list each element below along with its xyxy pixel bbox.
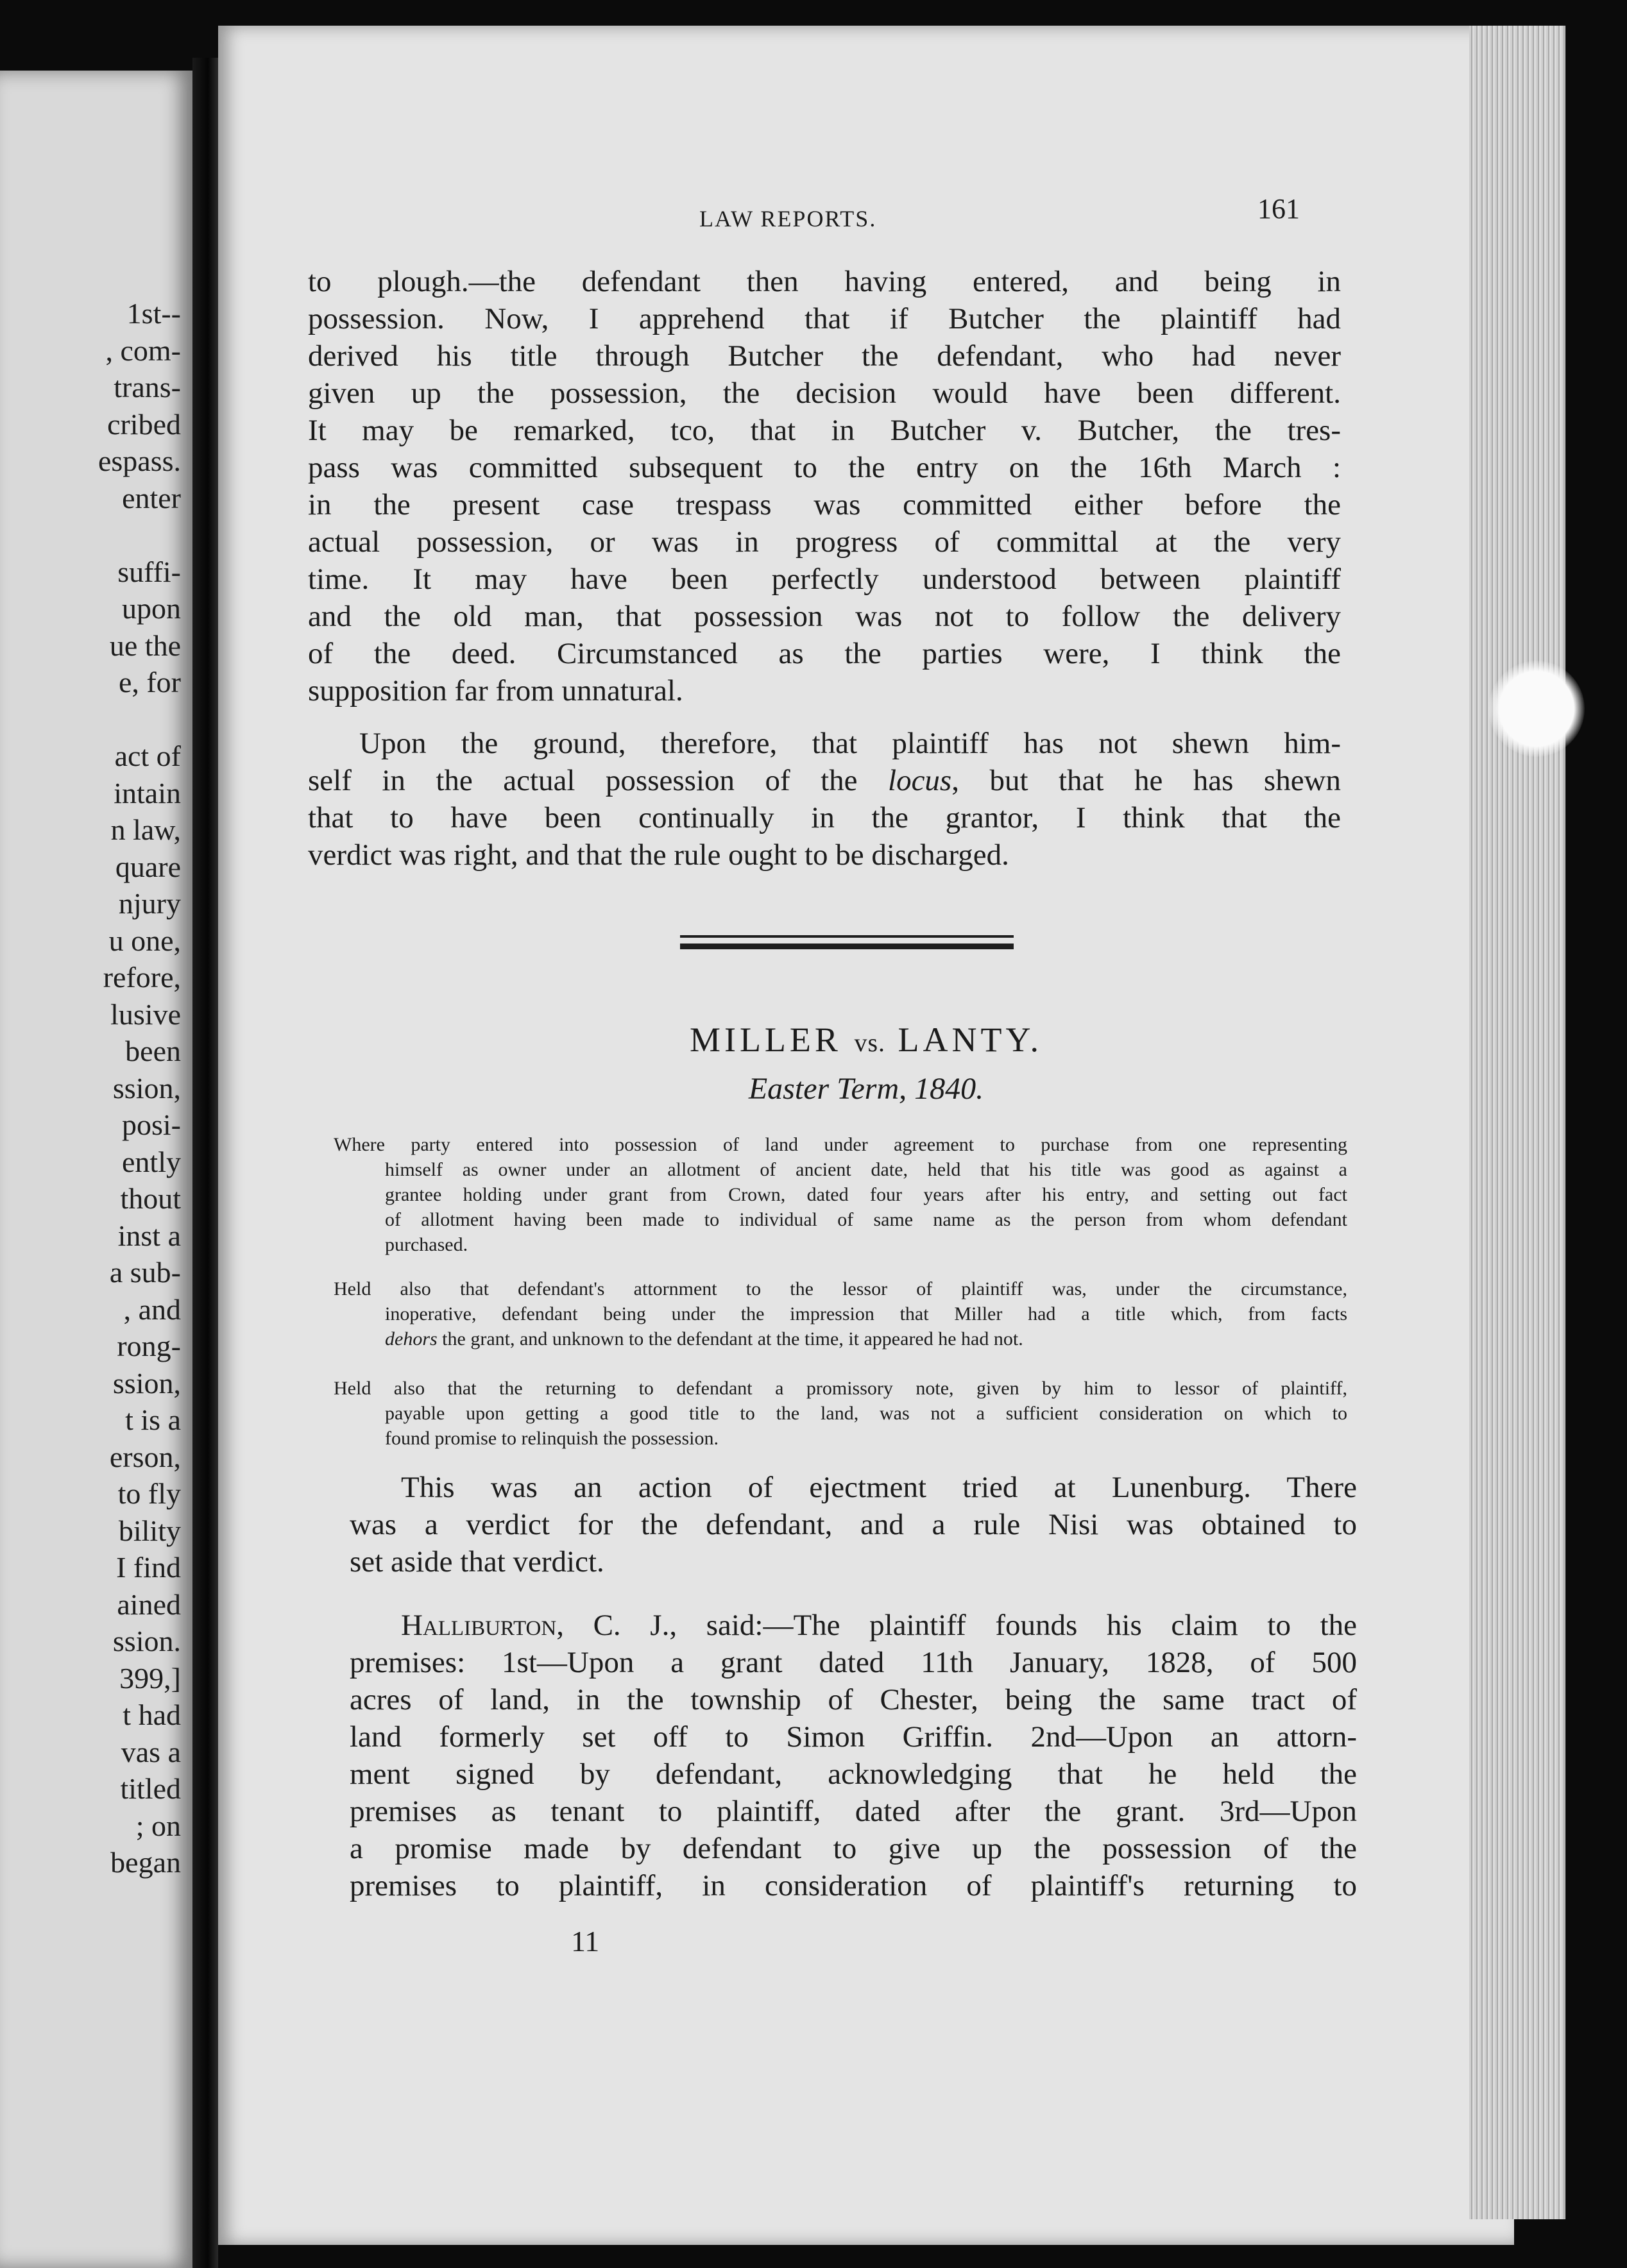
left-page-fragment: cribed [107, 407, 181, 441]
left-page-fragment: been [125, 1035, 181, 1067]
left-page-fragment: a sub- [109, 1256, 181, 1289]
headnote-1 [334, 1132, 1347, 1257]
body-paragraph-2 [350, 1607, 1357, 1904]
headnote-line: himself as owner under an allotment of ancient date, held that his title was good as against a [385, 1159, 1347, 1180]
page-number: 161 [1257, 193, 1300, 224]
left-page-fragment: ssion, [112, 1071, 181, 1104]
left-page-fragment: to fly [117, 1477, 181, 1510]
left-page-fragment: u one, [108, 924, 181, 957]
text-line: verdict was right, and that the rule ought to be discharged. [308, 838, 1009, 872]
left-page-fragment: ue the [109, 629, 181, 662]
text-line: premises to plaintiff, in consideration of plaintiff's returning to [350, 1869, 1357, 1902]
italic-term: locus [888, 764, 952, 797]
conclusion-paragraph [308, 725, 1341, 874]
left-page-fragment: trans- [114, 371, 181, 403]
text-span: , but that he has shewn [951, 764, 1341, 797]
headnote-line: inoperative, defendant being under the impression that Miller had a title which, from facts [385, 1303, 1347, 1324]
text-span: self in the actual possession of the [308, 764, 889, 797]
left-page-fragment: intain [114, 776, 181, 809]
headnote-line: found promise to relinquish the possession. [385, 1428, 719, 1449]
left-page-fragment: erson, [109, 1440, 181, 1473]
headnote-line: grantee holding under grant from Crown, dated four years after his entry, and setting out fact [385, 1184, 1347, 1205]
left-page-fragment: posi- [122, 1108, 181, 1141]
left-page-fragment: ssion. [112, 1625, 181, 1657]
left-page-fragment: suffi- [117, 555, 181, 588]
text-line: possession. Now, I apprehend that if Butcher the plaintiff had [308, 302, 1341, 335]
text-line: acres of land, in the township of Chester, being the same tract of [350, 1683, 1357, 1716]
left-page-fragment: espass. [98, 444, 181, 477]
text-line: that to have been continually in the grantor, I think that the [308, 801, 1341, 834]
headnote-line: purchased. [385, 1234, 468, 1255]
left-page-fragment: act of [114, 740, 181, 772]
text-line: actual possession, or was in progress of committal at the very [308, 525, 1341, 559]
text-line: given up the possession, the decision would have been different. [308, 377, 1341, 410]
signature-mark: 11 [571, 1925, 600, 1958]
left-page-fragment: ssion, [112, 1366, 181, 1400]
left-page-fragment: , com- [105, 334, 181, 367]
left-page-fragment: njury [118, 887, 181, 920]
running-head: LAW REPORTS. [699, 206, 877, 232]
text-line: time. It may have been perfectly understood between plaintiff [308, 563, 1341, 596]
text-line: premises as tenant to plaintiff, dated after the grant. 3rd—Upon [350, 1795, 1357, 1828]
text-line: of the deed. Circumstanced as the parties were, I think the [308, 637, 1341, 670]
text-line: a promise made by defendant to give up the possession of the [350, 1832, 1357, 1865]
left-page-fragment: 399,] [119, 1661, 181, 1695]
left-page-fragment: vas a [121, 1735, 181, 1768]
text-line: It may be remarked, tco, that in Butcher v. Butcher, the tres- [308, 414, 1341, 447]
text-line: This was an action of ejectment tried at Lunenburg. There [401, 1471, 1357, 1504]
headnote-line [334, 1326, 1347, 1351]
left-page-fragment: e, for [118, 666, 181, 698]
speaker-name: Halliburton [401, 1609, 557, 1642]
headnote-line: Held also that defendant's attornment to the lessor of plaintiff was, under the circumstance, [334, 1278, 1347, 1299]
left-page-fragment: lusive [110, 997, 181, 1031]
text-line: ment signed by defendant, acknowledging that he held the [350, 1757, 1357, 1791]
paper-stain [1488, 661, 1585, 757]
left-page-fragment: bility [118, 1514, 181, 1547]
left-page-fragment: , and [123, 1292, 181, 1326]
headnote-line: of allotment having been made to individual of same name as the person from whom defendant [385, 1209, 1347, 1230]
left-page-fragment: thout [120, 1182, 181, 1215]
left-page-fragment: enter [122, 481, 181, 514]
left-page-fragment: I find [116, 1551, 181, 1584]
case-title [218, 1020, 1514, 1060]
text-line: derived his title through Butcher the defendant, who had never [308, 339, 1341, 373]
body-paragraph-1 [350, 1469, 1357, 1580]
text-line: premises: 1st—Upon a grant dated 11th January, 1828, of 500 [350, 1646, 1357, 1679]
left-page-fragment: 1st-- [126, 297, 181, 330]
left-page-fragment: rong- [117, 1330, 181, 1362]
background-right [1565, 0, 1627, 2268]
text-span: the grant, and unknown to the defendant at the time, it appeared he had not. [437, 1328, 1023, 1350]
text-line [308, 762, 1341, 799]
left-page-fragment: refore, [103, 961, 181, 994]
text-span: , C. J., said:—The plaintiff founds his claim to the [556, 1609, 1357, 1642]
left-page-fragment: t had [123, 1698, 181, 1731]
left-page-fragment: ently [122, 1145, 181, 1178]
opening-paragraph [308, 263, 1341, 709]
text-line: to plough.—the defendant then having entered, and being in [308, 265, 1341, 298]
defendant-name: LANTY. [898, 1020, 1043, 1059]
headnote-line: Held also that the returning to defendant a promissory note, given by him to lessor of plaintiff, [334, 1378, 1347, 1399]
headnote-line: Where party entered into possession of land under agreement to purchase from one representing [334, 1134, 1347, 1155]
left-page-fragment: upon [122, 592, 181, 625]
italic-term: dehors [385, 1328, 438, 1350]
left-page-fragment: t is a [125, 1403, 181, 1436]
left-page-fragment: n law, [110, 813, 181, 846]
left-page-fragment: ained [117, 1587, 181, 1621]
left-page-fragment: quare [115, 850, 181, 883]
text-line [350, 1607, 1357, 1644]
plaintiff-name: MILLER [689, 1020, 842, 1059]
left-page-fragment: titled [120, 1772, 181, 1805]
headnote-3 [334, 1376, 1347, 1451]
headnote-2 [334, 1276, 1347, 1351]
book-gutter [192, 58, 218, 2268]
text-line: supposition far from unnatural. [308, 674, 683, 707]
text-line: set aside that verdict. [350, 1545, 604, 1578]
left-page-fragment: inst a [117, 1219, 181, 1252]
left-page-fragment: began [110, 1846, 181, 1879]
text-line: and the old man, that possession was not to follow the delivery [308, 600, 1341, 633]
section-rule [680, 935, 1014, 949]
text-line: Upon the ground, therefore, that plaintiff has not shewn him- [359, 727, 1341, 760]
left-page-fragment: ; on [135, 1809, 181, 1842]
headnote-line: payable upon getting a good title to the land, was not a sufficient consideration on which to [385, 1403, 1347, 1424]
page-edge [1469, 26, 1565, 2219]
left-page [0, 71, 192, 2268]
case-term: Easter Term, 1840. [748, 1072, 984, 1106]
versus: vs. [854, 1028, 886, 1057]
text-line: land formerly set off to Simon Griffin. 2nd—Upon an attorn- [350, 1720, 1357, 1754]
text-line: in the present case trespass was committed either before the [308, 488, 1341, 521]
text-line: was a verdict for the defendant, and a rule Nisi was obtained to [350, 1508, 1357, 1541]
text-line: pass was committed subsequent to the entry on the 16th March : [308, 451, 1341, 484]
